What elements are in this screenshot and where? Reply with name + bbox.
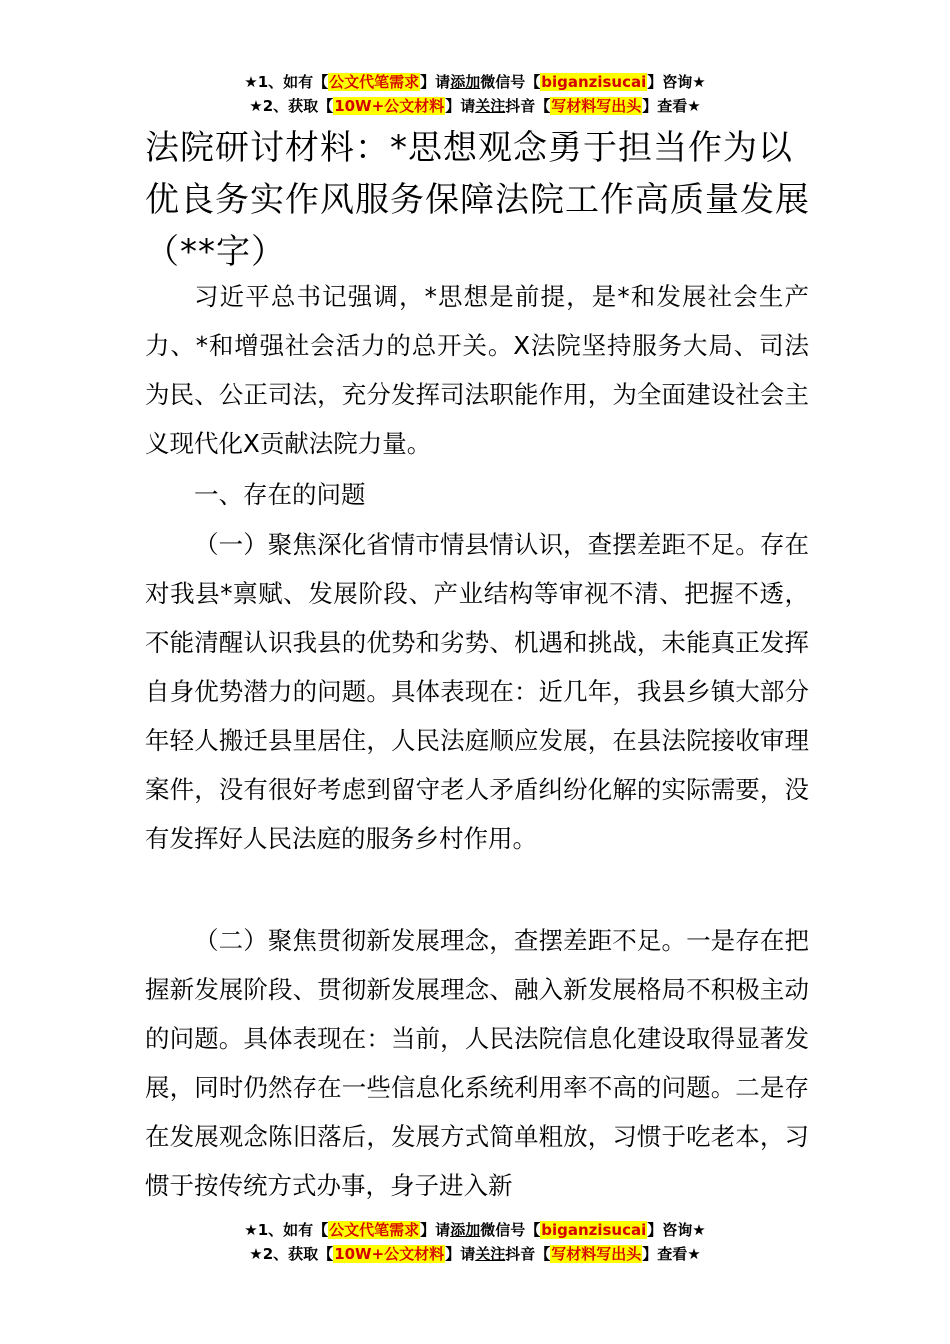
promo-line-2 bbox=[0, 1242, 950, 1266]
promo-line-1 bbox=[0, 1218, 950, 1242]
promo-highlight: 写材料写出头 bbox=[551, 97, 642, 115]
promo-highlight: 公文代笔需求 bbox=[329, 1221, 420, 1239]
promo-text: ★1、如有【 bbox=[244, 73, 329, 91]
promo-underlined-text: 关注 bbox=[475, 97, 506, 115]
promo-footer bbox=[0, 1218, 950, 1266]
promo-text: 微信号【 bbox=[480, 73, 541, 91]
promo-line-2 bbox=[0, 94, 950, 118]
promo-text: 抖音【 bbox=[505, 97, 551, 115]
promo-header bbox=[0, 70, 950, 118]
document-title: 法院研讨材料：*思想观念勇于担当作为以优良务实作风服务保障法院工作高质量发展（**字） bbox=[145, 128, 810, 272]
promo-text: 】查看★ bbox=[642, 97, 701, 115]
promo-line-1 bbox=[0, 70, 950, 94]
promo-underlined-text: 关注 bbox=[475, 1245, 506, 1263]
promo-text: ★2、获取【 bbox=[249, 97, 334, 115]
promo-text: ★1、如有【 bbox=[244, 1221, 329, 1239]
promo-text: 】请 bbox=[420, 73, 451, 91]
intro-paragraph: 习近平总书记强调，*思想是前提，是*和发展社会生产力、*和增强社会活力的总开关。X法院坚持服务大局、司法为民、公正司法，充分发挥司法职能作用，为全面建设社会主义现代化X贡献法院力量。 bbox=[145, 282, 809, 458]
promo-highlight: 10W+公文材料 bbox=[334, 1245, 445, 1263]
section-heading: 一、存在的问题 bbox=[194, 480, 366, 509]
promo-underlined-text: 添加 bbox=[450, 1221, 481, 1239]
promo-highlight: biganzisucai bbox=[541, 1221, 647, 1239]
promo-highlight: 10W+公文材料 bbox=[334, 97, 445, 115]
promo-highlight: 写材料写出头 bbox=[551, 1245, 642, 1263]
promo-text: 】咨询★ bbox=[647, 1221, 706, 1239]
promo-underlined-text: 添加 bbox=[450, 73, 481, 91]
promo-text: 】咨询★ bbox=[647, 73, 706, 91]
promo-text: 抖音【 bbox=[505, 1245, 551, 1263]
promo-text: 】请 bbox=[445, 97, 476, 115]
promo-text: ★2、获取【 bbox=[249, 1245, 334, 1263]
body-paragraph-1: （一）聚焦深化省情市情县情认识，查摆差距不足。存在对我县*禀赋、发展阶段、产业结构等审视不清、把握不透，不能清醒认识我县的优势和劣势、机遇和挑战，未能真正发挥自身优势潜力的问题。具体表现在：近几年，我县乡镇大部分年轻人搬迁县里居住，人民法庭顺应发展，在县法院接收审理案件，没有很好考虑到留守老人矛盾纠纷化解的实际需要，没有发挥好人民法庭的服务乡村作用。 bbox=[145, 530, 809, 853]
promo-highlight: 公文代笔需求 bbox=[329, 73, 420, 91]
promo-text: 】请 bbox=[445, 1245, 476, 1263]
promo-text: 】请 bbox=[420, 1221, 451, 1239]
promo-text: 微信号【 bbox=[480, 1221, 541, 1239]
promo-text: 】查看★ bbox=[642, 1245, 701, 1263]
promo-highlight: biganzisucai bbox=[541, 73, 647, 91]
body-paragraph-2: （二）聚焦贯彻新发展理念，查摆差距不足。一是存在把握新发展阶段、贯彻新发展理念、融入新发展格局不积极主动的问题。具体表现在：当前，人民法院信息化建设取得显著发展，同时仍然存在一些信息化系统利用率不高的问题。二是存在发展观念陈旧落后，发展方式简单粗放，习惯于吃老本，习惯于按传统方式办事，身子进入新 bbox=[145, 926, 809, 1200]
